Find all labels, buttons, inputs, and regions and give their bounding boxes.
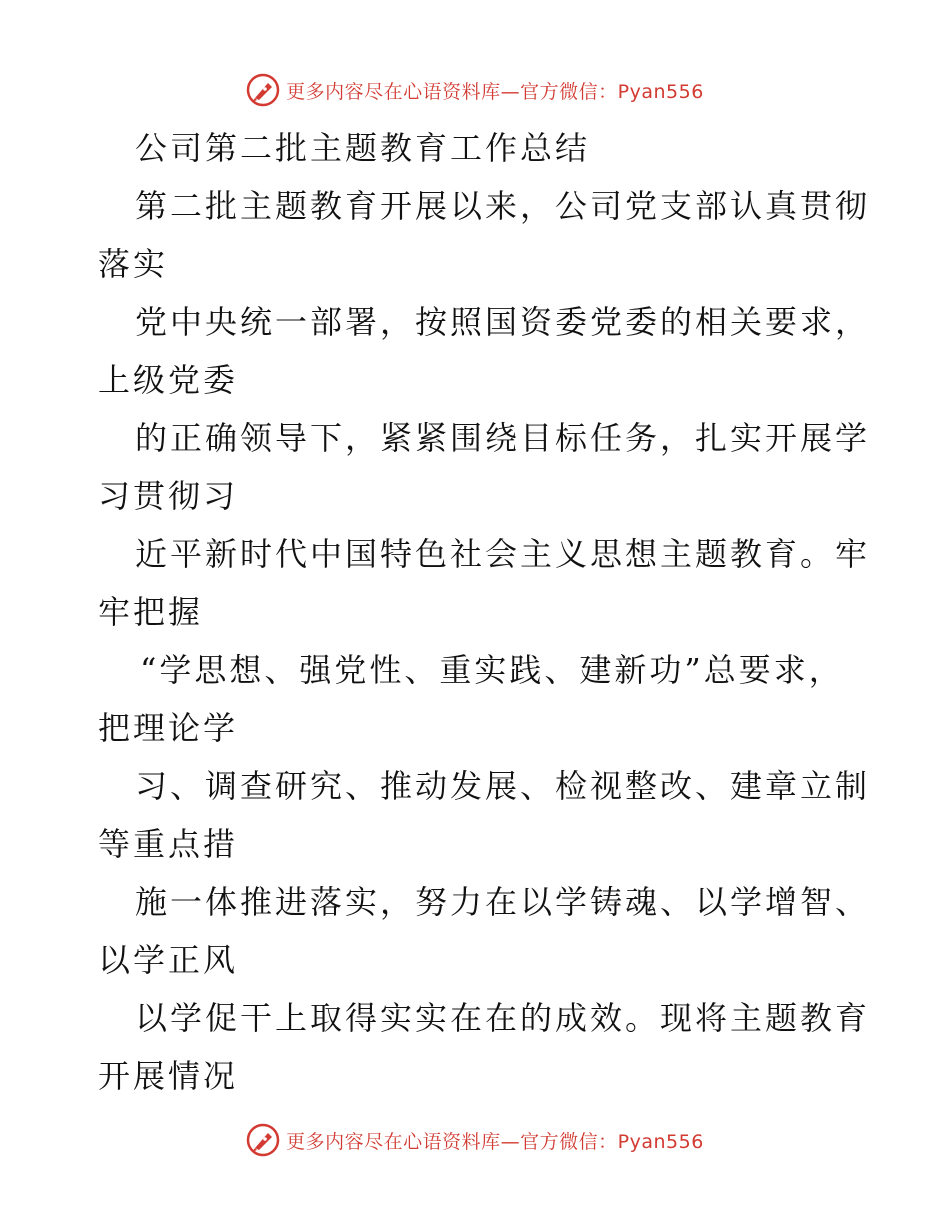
document-line: “学思想、强党性、重实践、建新功”总要求， [140, 651, 844, 689]
document-line: 等重点措 [98, 825, 239, 863]
document-line: 第二批主题教育开展以来，公司党支部认真贯彻 [135, 187, 871, 225]
header-banner [0, 70, 950, 110]
footer-banner [0, 1120, 950, 1160]
document-line: 把理论学 [98, 709, 239, 747]
banner-site-name: 更多内容尽在心语资料库 [286, 80, 501, 103]
document-line: 以学正风 [98, 941, 239, 979]
banner-text [286, 1127, 704, 1154]
banner-site-name: 更多内容尽在心语资料库 [286, 1130, 501, 1153]
document-line: 的正确领导下，紧紧围绕目标任务，扎实开展学 [135, 419, 871, 457]
document-line: 以学促干上取得实实在在的成效。现将主题教育 [135, 999, 871, 1037]
banner-wechat: 官方微信：Pyan556 [520, 80, 704, 103]
banner-separator: — [500, 80, 521, 103]
document-line: 开展情况 [98, 1057, 239, 1095]
document-line: 牢把握 [98, 593, 204, 631]
document-line: 党中央统一部署，按照国资委党委的相关要求， [135, 303, 871, 341]
document-line: 近平新时代中国特色社会主义思想主题教育。牢 [135, 535, 871, 573]
document-line: 习贯彻习 [98, 477, 239, 515]
banner-wechat: 官方微信：Pyan556 [520, 1130, 704, 1153]
document-line: 施一体推进落实，努力在以学铸魂、以学增智、 [135, 883, 871, 921]
banner-separator: — [500, 1130, 521, 1153]
pen-nib-logo-icon [246, 73, 280, 107]
document-line: 习、调查研究、推动发展、检视整改、建章立制 [135, 767, 871, 805]
document-line: 落实 [98, 245, 169, 283]
document-line: 上级党委 [98, 361, 239, 399]
document-title: 公司第二批主题教育工作总结 [135, 129, 591, 167]
pen-nib-logo-icon [246, 1123, 280, 1157]
banner-text [286, 77, 704, 104]
